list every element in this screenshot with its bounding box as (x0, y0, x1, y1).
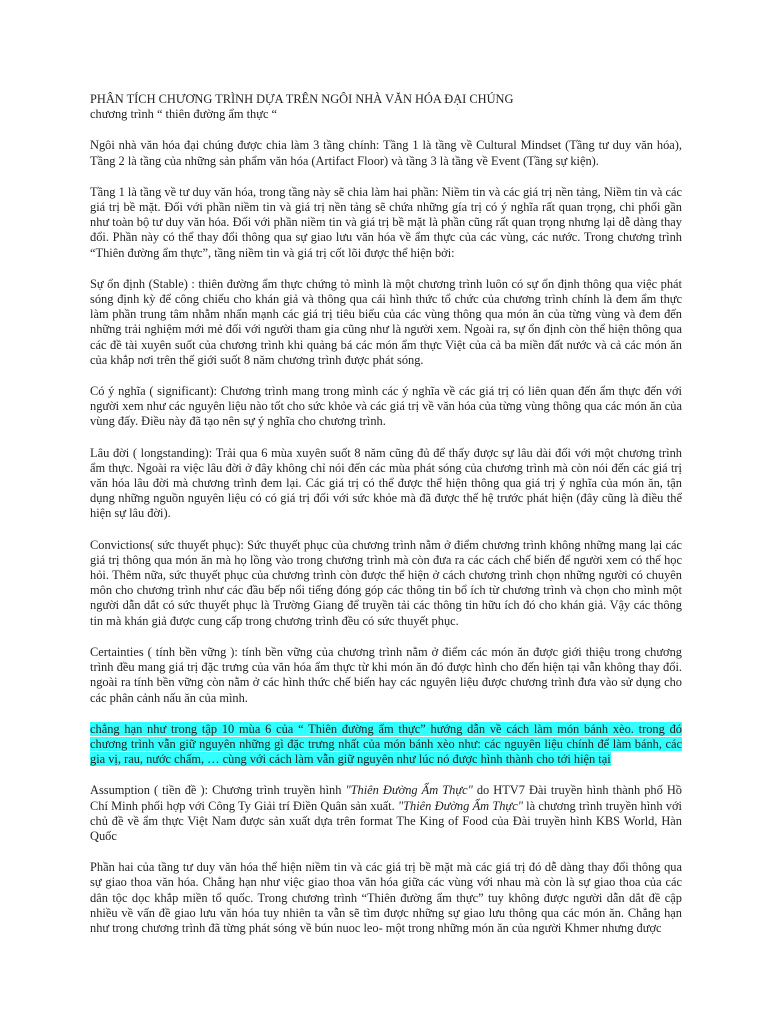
paragraph-longstanding: Lâu đời ( longstanding): Trải qua 6 mùa xuyên suốt 8 năm cũng đủ để thấy được sự lâu dài đối với một chương trình ẩm thực. Ngoài ra việc lâu đời ở đây không chỉ nói đến các mùa phát sóng của chương trình mà còn nói đến các giá trị văn hóa lâu đời mà chương trình đem lại. Các giá trị có thể được thể hiện thông qua giá trị ý nghĩa của món ăn, tận dụng những nguồn nguyên liệu có có giá trị đối với sức khỏe mà đã được thế hệ trước phát hiện (đây cũng là điều thể hiện sự lâu đời). (90, 445, 682, 521)
assumption-lead: Assumption ( tiền đề ): Chương trình truyền hình (90, 783, 346, 798)
paragraph-assumption (90, 783, 682, 844)
document-page (90, 92, 682, 952)
paragraph-highlighted-example (90, 722, 682, 768)
paragraph-floor-one: Tầng 1 là tầng về tư duy văn hóa, trong tầng này sẽ chia làm hai phần: Niềm tin và các giá trị nền tảng, Niềm tin và các giá trị bề mặt. Đối với phần niềm tin và giá trị nền tảng sẽ chứa những gía trị có ý nghĩa rất quan trọng, chi phối gần như toàn bộ tư duy văn hóa. Đối với phần niềm tin và giá trị bề mặt là phần cũng rất quan trọng nhưng lại dễ dàng thay đổi. Phần này có thể thay đổi thông qua sự giao lưu văn hóa về ẩm thực của các vùng, các nước. Trong chương trình “Thiên đường ẩm thực”, tầng niềm tin và giá trị cốt lõi được thể hiện bởi: (90, 184, 682, 260)
program-title-italic: "Thiên Đường Ẩm Thực" (345, 783, 473, 798)
document-title: PHÂN TÍCH CHƯƠNG TRÌNH DỰA TRÊN NGÔI NHÀ VĂN HÓA ĐẠI CHÚNG (90, 92, 514, 106)
paragraph-convictions: Convictions( sức thuyết phục): Sức thuyết phục của chương trình nằm ở điểm chương trình không những mang lại các giá trị thông qua món ăn mà họ lồng vào trong chương trình mà còn đưa ra các cách chế biến để người xem có thể học hỏi. Thêm nữa, sức thuyết phục của chương trình còn được thể hiện ở cách chương trình chọn những người có chuyên môn cho chương trình như các đầu bếp nổi tiếng đóng góp các thông tin bổ ích từ chương trình và chọn cho mình một người dẫn dắt có sức thuyết phục là Trường Giang để truyền tải các thông tin hữu ích đó cho khán giả. Vậy các thông tin mà khán giả được cung cấp trong chương trình đều có sức thuyết phục. (90, 537, 682, 628)
paragraph-certainties: Certainties ( tính bền vững ): tính bền vững của chương trình nằm ở điểm các món ăn được giới thiệu trong chương trình đều mang giá trị đặc trưng của văn hóa ẩm thực từ khi món ăn đó được hình cho đến hiện tại vẫn không thay đổi. ngoài ra tính bền vững còn nằm ở các hình thức chế biến hay các nguyên liệu được chương trình đưa vào sử dụng cho các phân cảnh nấu ăn của mình. (90, 644, 682, 705)
program-title-italic-2: "Thiên Đường Ẩm Thực" (397, 798, 523, 813)
document-subtitle: chương trình “ thiên đường ẩm thực “ (90, 107, 278, 122)
paragraph-house-overview: Ngôi nhà văn hóa đại chúng được chia làm 3 tầng chính: Tầng 1 là tầng về Cultural Mindset (Tầng tư duy văn hóa), Tầng 2 là tầng của những sản phẩm văn hóa (Artifact Floor) và tầng 3 là tầng về Event (Tầng sự kiện). (90, 138, 682, 168)
assumption-tail: là chương trình truyền hình với chủ đề về ẩm thực Việt Nam được sản xuất dựa trên format The King of Food của Đài truyền hình KBS World, Hàn Quốc (90, 798, 682, 843)
highlighted-text: chẳng hạn như trong tập 10 mùa 6 của “ Thiên đường ẩm thực” hướng dẫn về cách làm món bánh xèo. trong đó chương trình vẫn giữ nguyên những gì đặc trưng nhất của món bánh xèo như: các nguyên liệu chính để làm bánh, các gia vị, rau, nước chấm, … cùng với cách làm vẫn giữ nguyên như lúc nó được hình thành cho tới hiện tại (90, 721, 682, 767)
paragraph-stable: Sự ổn định (Stable) : thiên đường ẩm thực chứng tỏ mình là một chương trình luôn có sự ổn định thông qua việc phát sóng định kỳ để công chiếu cho khán giả và thông qua cái hình thức tổ chức của chương trình chính là đem ẩm thực làm phần trung tâm nhằm nhấn mạnh các giá trị tiêu biểu của các vùng thông qua món ăn của từng vùng và đem đến những trải nghiệm mới mẻ đối với người tham gia cũng như là người xem. Ngoài ra, sự ổn định còn thể hiện thông qua các đề tài xuyên suốt của chương trình khi quảng bá các món ẩm thực Việt của cả ba miền đất nước và cả các món ăn của khắp nơi trên thế giới suốt 8 năm chương trình được phát sóng. (90, 276, 682, 367)
paragraph-significant: Có ý nghĩa ( significant): Chương trình mang trong mình các ý nghĩa về các giá trị có liên quan đến ẩm thực đến với người xem như các nguyên liệu nào tốt cho sức khỏe và các giá trị về văn hóa của từng vùng thông qua các món ăn của vùng đấy. Điều này đã tạo nên sự ý nghĩa cho chương trình. (90, 384, 682, 429)
assumption-mid: do HTV7 Đài truyền hình thành phố Hồ Chí Minh phối hợp với Công Ty Giải trí Điền Quân sản xuất. (90, 783, 682, 813)
paragraph-surface-values: Phần hai của tầng tư duy văn hóa thể hiện niềm tin và các giá trị bề mặt mà các giá trị đó dễ dàng thay đổi thông qua sự giao thoa văn hóa. Chẳng hạn như việc giao thoa văn hóa giữa các vùng với nhau mà còn là sự giao thoa của các dân tộc dọc khắp miền tổ quốc. Trong chương trình “Thiên đường ẩm thực” tuy không được người dẫn dắt đề cập nhiều về vấn đề giao lưu văn hóa tuy nhiên ta vẫn sẽ tìm được những sự giao lưu thông qua các món ăn. Chẳng hạn như trong chương trình đã từng phát sóng về bún nuoc leo- một trong những món ăn của người Khmer nhưng được (90, 860, 682, 935)
